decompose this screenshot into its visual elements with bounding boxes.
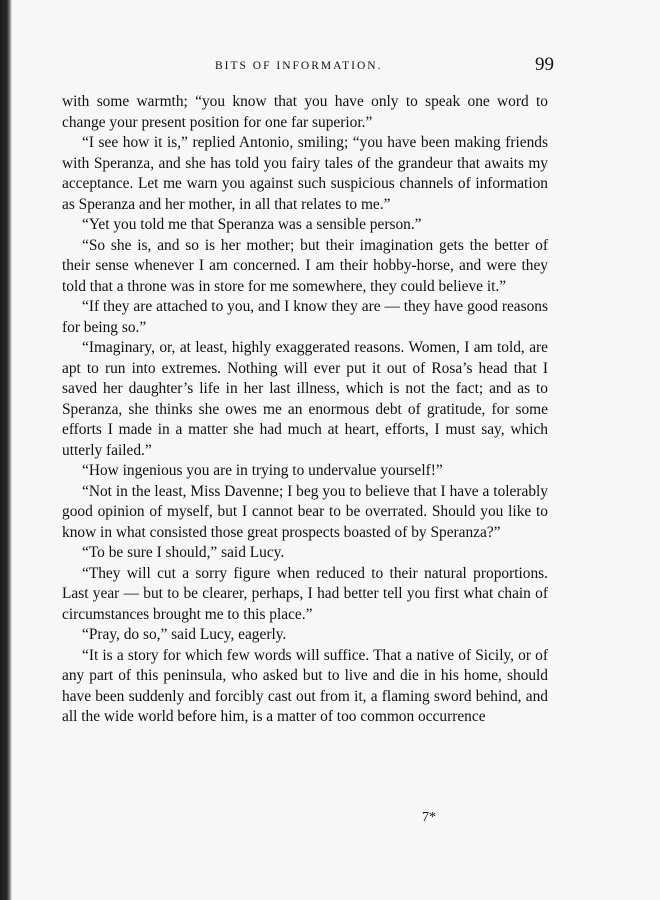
page-number: 99 xyxy=(535,54,554,75)
paragraph: “To be sure I should,” said Lucy. xyxy=(82,544,285,561)
running-head: BITS OF INFORMATION. xyxy=(215,60,383,72)
paragraph: “So she is, and so is her mother; but their imagination gets the better of their sense whenever I am concerned. I am their hobby-horse, and were they told that a throne was in store for me somewhere, they could believe it.” xyxy=(62,236,548,295)
book-page xyxy=(62,52,554,728)
scan-binding-edge xyxy=(0,0,12,900)
page-body xyxy=(62,92,548,728)
paragraph: “Imaginary, or, at least, highly exaggerated reasons. Women, I am told, are apt to run into extremes. Nothing will ever put it out of Rosa’s head that I saved her daughter’s life in her last illness, which is not the fact; and as to Speranza, she thinks she owes me an enormous debt of gratitude, for some efforts I made in a matter she had much at heart, efforts, I must say, which utterly failed.” xyxy=(62,339,548,459)
paragraph: “It is a story for which few words will suffice. That a native of Sicily, or of any part of this peninsula, who asked but to live and die in his home, should have been suddenly and forcibly cast out from it, a flaming sword behind, and all the wide world before him, is a matter of too common occurrence xyxy=(62,646,548,725)
paragraph: “Not in the least, Miss Davenne; I beg you to believe that I have a tolerably good opinion of myself, but I cannot bear to be overrated. Should you like to know in what consisted those great prospects boasted of by Speranza?” xyxy=(62,482,548,541)
paragraph: with some warmth; “you know that you have only to speak one word to change your present position for one far superior.” xyxy=(62,93,548,131)
paragraph: “How ingenious you are in trying to undervalue yourself!” xyxy=(82,462,443,479)
page-header xyxy=(62,52,554,80)
paragraph: “Pray, do so,” said Lucy, eagerly. xyxy=(82,626,287,643)
paragraph: “They will cut a sorry figure when reduced to their natural proportions. Last year — but to be clearer, perhaps, I had better tell you first what chain of circumstances brought me to this place.” xyxy=(62,564,548,623)
paragraph: “Yet you told me that Speranza was a sensible person.” xyxy=(82,216,422,233)
paragraph: “I see how it is,” replied Antonio, smiling; “you have been making friends with Speranza, and she has told you fairy tales of the grandeur that awaits my acceptance. Let me warn you against such suspicious channels of information as Speranza and her mother, in all that relates to me.” xyxy=(62,134,548,213)
signature-mark: 7* xyxy=(422,810,436,825)
paragraph: “If they are attached to you, and I know they are — they have good reasons for being so.” xyxy=(62,298,548,336)
